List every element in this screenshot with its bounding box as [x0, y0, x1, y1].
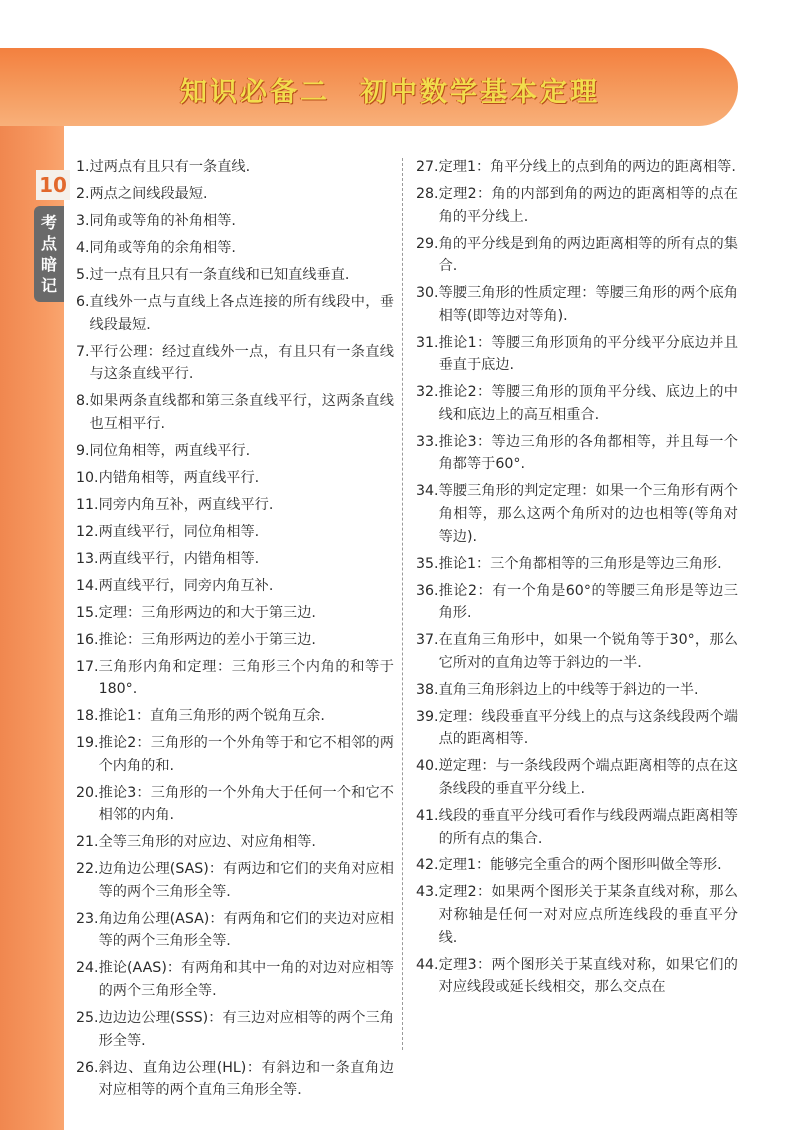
theorem-number: 15.	[76, 604, 99, 621]
theorem-text: 推论3：三角形的一个外角大于任何一个和它不相邻的内角.	[98, 784, 394, 824]
theorem-item	[76, 575, 394, 598]
theorem-text: 定理2：角的内部到角的两边的距离相等的点在角的平分线上.	[438, 185, 738, 225]
theorem-text: 两直线平行，内错角相等.	[98, 550, 260, 567]
theorem-item	[76, 957, 394, 1002]
theorem-number: 6.	[76, 293, 90, 310]
theorem-item	[76, 494, 394, 517]
theorem-number: 32.	[416, 384, 439, 401]
side-tab	[34, 206, 64, 302]
theorem-item	[76, 390, 394, 435]
page-title: 知识必备二 初中数学基本定理	[180, 77, 600, 108]
theorem-item	[76, 341, 394, 386]
side-tab-char: 暗	[40, 255, 57, 274]
theorem-text: 同角或等角的补角相等.	[89, 212, 236, 229]
theorem-number: 12.	[76, 523, 99, 540]
theorem-number: 13.	[76, 550, 99, 567]
theorem-item	[416, 156, 738, 179]
theorem-text: 等腰三角形的判定定理：如果一个三角形有两个角相等，那么这两个角所对的边也相等(等角对等边).	[438, 483, 738, 545]
theorem-text: 同角或等角的余角相等.	[89, 239, 236, 256]
theorem-item	[416, 755, 738, 800]
theorem-item	[76, 156, 394, 179]
theorem-number: 25.	[76, 1009, 99, 1026]
theorem-text: 同旁内角互补，两直线平行.	[98, 496, 274, 513]
theorem-text: 角的平分线是到角的两边距离相等的所有点的集合.	[438, 235, 738, 275]
page-number: 10	[36, 170, 70, 200]
left-column	[76, 156, 394, 1106]
theorem-text: 定理2：如果两个图形关于某条直线对称，那么对称轴是任何一对对应点所连线段的垂直平分线.	[438, 884, 738, 946]
theorem-text: 等腰三角形的性质定理：等腰三角形的两个底角相等(即等边对等角).	[438, 285, 738, 324]
theorem-text: 全等三角形的对应边、对应角相等.	[98, 834, 316, 851]
theorem-item	[76, 440, 394, 463]
right-column	[416, 156, 738, 1003]
theorem-item	[416, 679, 738, 702]
theorem-item	[416, 854, 738, 877]
theorem-number: 26.	[76, 1059, 99, 1076]
theorem-number: 42.	[416, 857, 439, 874]
theorem-text: 在直角三角形中，如果一个锐角等于30°，那么它所对的直角边等于斜边的一半.	[438, 632, 738, 671]
theorem-item	[76, 908, 394, 953]
theorem-number: 28.	[416, 185, 439, 202]
theorem-item	[76, 1007, 394, 1052]
theorem-text: 角边角公理(ASA)：有两角和它们的夹边对应相等的两个三角形全等.	[98, 910, 394, 950]
theorem-text: 推论2：有一个角是60°的等腰三角形是等边三角形.	[438, 582, 738, 622]
theorem-number: 14.	[76, 577, 99, 594]
theorem-number: 1.	[76, 159, 90, 175]
theorem-text: 斜边、直角边公理(HL)：有斜边和一条直角边对应相等的两个直角三角形全等.	[98, 1059, 394, 1099]
theorem-number: 24.	[76, 960, 99, 977]
theorem-number: 11.	[76, 496, 99, 513]
theorem-number: 38.	[416, 681, 439, 698]
theorem-item	[416, 183, 738, 228]
theorem-number: 18.	[76, 708, 99, 725]
theorem-text: 三角形内角和定理：三角形三个内角的和等于180°.	[98, 658, 394, 698]
theorem-text: 平行公理：经过直线外一点，有且只有一条直线与这条直线平行.	[89, 343, 394, 383]
theorem-text: 直角三角形斜边上的中线等于斜边的一半.	[438, 681, 699, 698]
theorem-number: 20.	[76, 784, 99, 801]
theorem-item	[416, 706, 738, 751]
theorem-number: 9.	[76, 442, 90, 459]
theorem-text: 推论1：三个角都相等的三角形是等边三角形.	[438, 555, 722, 572]
theorem-item	[416, 580, 738, 625]
theorem-number: 33.	[416, 433, 439, 450]
theorem-text: 过一点有且只有一条直线和已知直线垂直.	[89, 266, 350, 283]
theorem-item	[76, 210, 394, 233]
theorem-number: 40.	[416, 758, 439, 775]
theorem-item	[76, 548, 394, 571]
theorem-text: 直线外一点与直线上各点连接的所有线段中，垂线段最短.	[89, 293, 394, 333]
theorem-text: 定理1：能够完全重合的两个图形叫做全等形.	[438, 857, 722, 874]
theorem-number: 34.	[416, 483, 439, 500]
theorem-number: 17.	[76, 658, 99, 675]
theorem-text: 推论(AAS)：有两角和其中一角的对边对应相等的两个三角形全等.	[98, 960, 394, 999]
theorem-item	[76, 602, 394, 625]
theorem-text: 推论2：等腰三角形的顶角平分线、底边上的中线和底边上的高互相重合.	[438, 384, 738, 423]
theorem-number: 23.	[76, 910, 99, 927]
theorem-item	[416, 881, 738, 949]
theorem-number: 29.	[416, 235, 439, 252]
theorem-number: 7.	[76, 343, 90, 360]
theorem-text: 推论1：直角三角形的两个锐角互余.	[98, 708, 325, 725]
theorem-text: 线段的垂直平分线可看作与线段两端点距离相等的所有点的集合.	[438, 807, 738, 847]
theorem-text: 过两点有且只有一条直线.	[89, 159, 251, 175]
side-tab-char: 记	[40, 276, 57, 295]
theorem-item	[76, 1057, 394, 1102]
theorem-item	[416, 480, 738, 548]
theorem-number: 35.	[416, 555, 439, 572]
theorem-number: 3.	[76, 212, 90, 229]
theorem-item	[76, 467, 394, 490]
theorem-item	[76, 656, 394, 701]
theorem-number: 19.	[76, 735, 99, 752]
theorem-number: 22.	[76, 861, 99, 878]
theorem-number: 39.	[416, 708, 439, 725]
theorem-text: 两直线平行，同位角相等.	[98, 523, 260, 540]
theorem-number: 44.	[416, 956, 439, 973]
theorem-text: 推论1：等腰三角形顶角的平分线平分底边并且垂直于底边.	[438, 334, 738, 374]
theorem-item	[416, 233, 738, 278]
theorem-item	[76, 831, 394, 854]
theorem-number: 37.	[416, 632, 439, 649]
theorem-number: 30.	[416, 285, 439, 302]
theorem-item	[416, 282, 738, 327]
theorem-number: 16.	[76, 631, 99, 648]
theorem-item	[76, 858, 394, 903]
theorem-number: 36.	[416, 582, 439, 599]
theorem-number: 4.	[76, 239, 90, 256]
theorem-number: 41.	[416, 807, 439, 824]
theorem-text: 内错角相等，两直线平行.	[98, 469, 260, 486]
theorem-number: 31.	[416, 334, 439, 351]
theorem-number: 43.	[416, 884, 439, 901]
theorem-text: 定理3：两个图形关于某直线对称，如果它们的对应线段或延长线相交，那么交点在	[438, 956, 738, 996]
theorem-number: 5.	[76, 266, 90, 283]
theorem-text: 如果两条直线都和第三条直线平行，这两条直线也互相平行.	[89, 393, 394, 432]
theorem-item	[76, 732, 394, 777]
theorem-text: 推论3：等边三角形的各角都相等，并且每一个角都等于60°.	[438, 433, 738, 473]
theorem-text: 两点之间线段最短.	[89, 185, 208, 202]
theorem-item	[416, 629, 738, 674]
page-top-margin	[0, 0, 800, 48]
theorem-text: 定理1：角平分线上的点到角的两边的距离相等.	[438, 159, 736, 175]
theorem-text: 定理：线段垂直平分线上的点与这条线段两个端点的距离相等.	[438, 708, 738, 748]
theorem-item	[76, 237, 394, 260]
theorem-item	[416, 805, 738, 850]
theorem-item	[76, 705, 394, 728]
theorem-text: 推论：三角形两边的差小于第三边.	[98, 631, 316, 648]
theorem-item	[76, 521, 394, 544]
side-tab-char: 考	[40, 213, 57, 232]
theorem-text: 逆定理：与一条线段两个端点距离相等的点在这条线段的垂直平分线上.	[438, 758, 738, 797]
theorem-text: 推论2：三角形的一个外角等于和它不相邻的两个内角的和.	[98, 735, 394, 774]
theorem-item	[416, 553, 738, 576]
theorem-number: 2.	[76, 185, 90, 202]
theorem-number: 21.	[76, 834, 99, 851]
theorem-number: 10.	[76, 469, 99, 486]
theorem-item	[416, 431, 738, 476]
theorem-item	[416, 332, 738, 377]
column-divider	[402, 158, 403, 1050]
theorem-text: 定理：三角形两边的和大于第三边.	[98, 604, 316, 621]
theorem-item	[76, 629, 394, 652]
theorem-text: 两直线平行，同旁内角互补.	[98, 577, 274, 594]
theorem-item	[76, 183, 394, 206]
theorem-number: 27.	[416, 159, 439, 175]
theorem-item	[76, 782, 394, 827]
theorem-item	[76, 264, 394, 287]
theorem-text: 同位角相等，两直线平行.	[89, 442, 251, 459]
theorem-number: 8.	[76, 393, 90, 410]
theorem-text: 边角边公理(SAS)：有两边和它们的夹角对应相等的两个三角形全等.	[98, 861, 394, 900]
theorem-item	[76, 291, 394, 336]
theorem-text: 边边边公理(SSS)：有三边对应相等的两个三角形全等.	[98, 1009, 394, 1049]
theorem-item	[416, 954, 738, 999]
side-tab-char: 点	[40, 234, 57, 253]
theorem-item	[416, 381, 738, 426]
